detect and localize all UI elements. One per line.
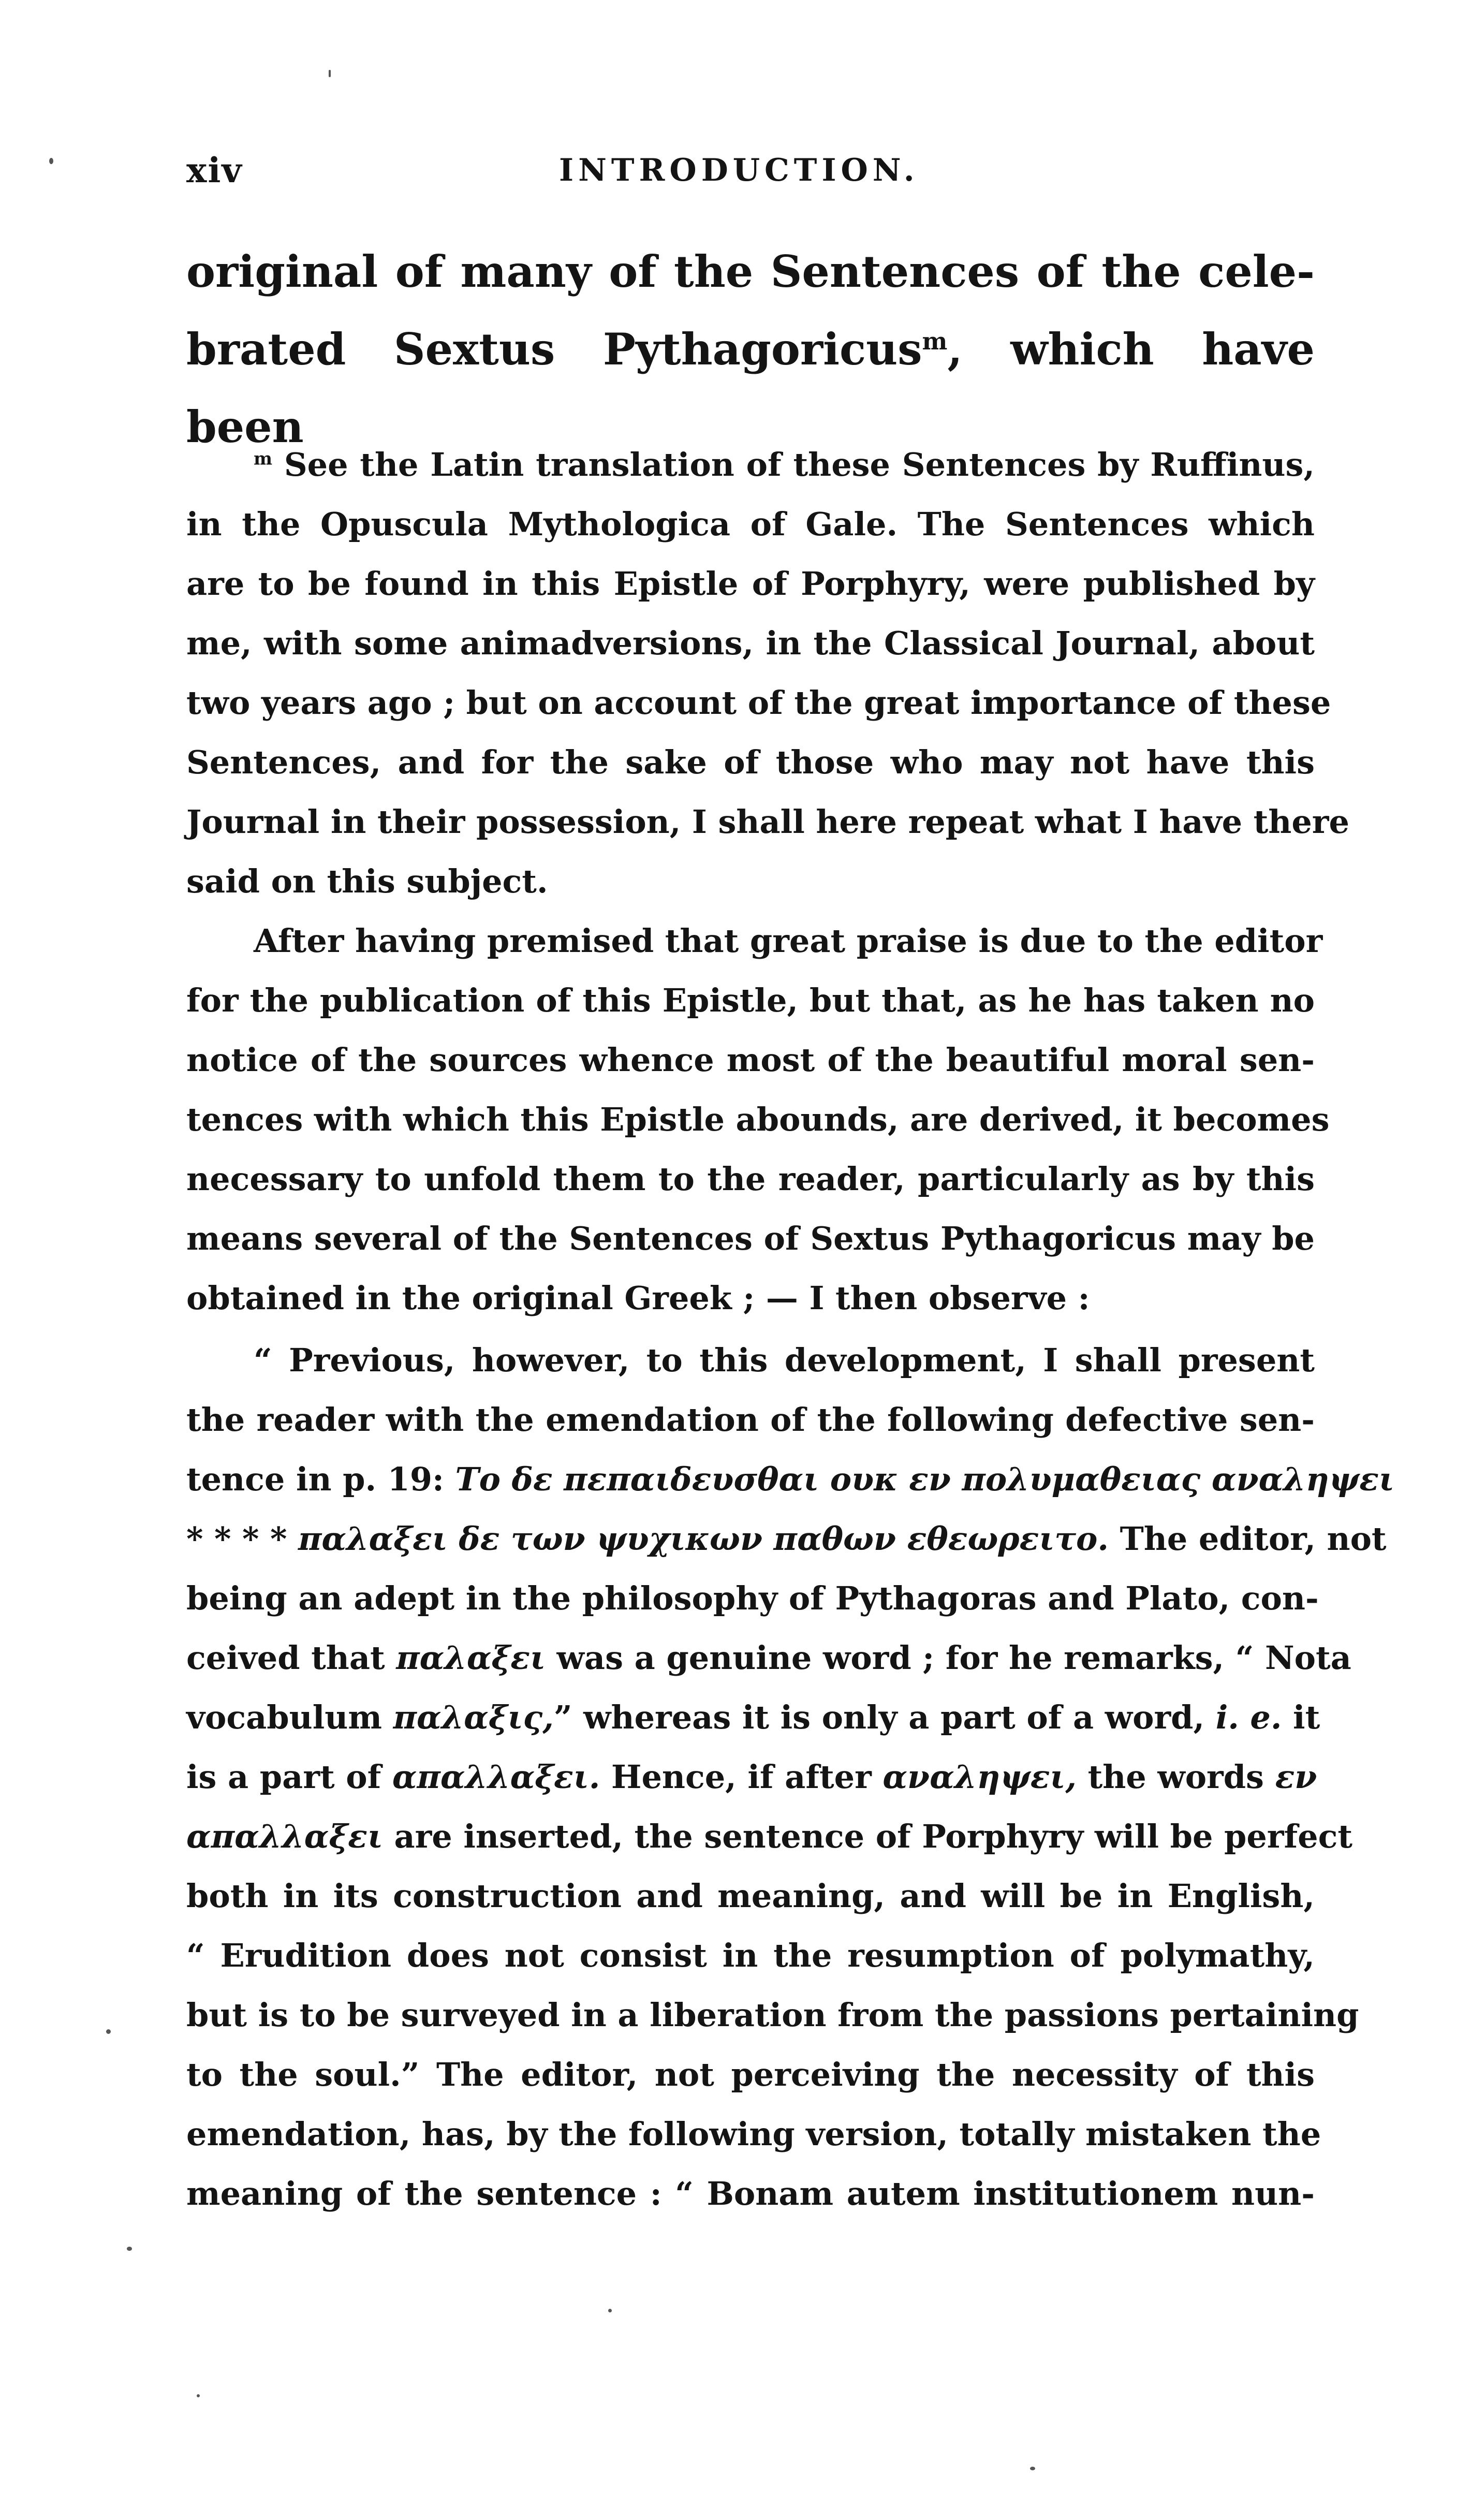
footnote-line: for the publication of this Epistle, but that, as he has taken no — [186, 981, 1315, 1019]
greek-sentence: * * * * παλαξει δε των ψυχικων παθων εθεωρειτο. — [186, 1520, 1109, 1558]
footnote-line: Journal in their possession, I shall here repeat what I have there — [186, 803, 1349, 841]
footnote-line: tences with which this Epistle abounds, are derived, it becomes — [186, 1101, 1330, 1138]
paper-speck — [608, 2309, 612, 2312]
footnote-line: to the soul.” The editor, not perceiving the necessity of this — [186, 2056, 1315, 2093]
footnote-line: notice of the sources whence most of the beautiful moral sen- — [186, 1041, 1315, 1079]
paper-speck — [127, 2247, 132, 2251]
paper-speck — [106, 2029, 111, 2034]
footnote-line: me, with some animadversions, in the Classical Journal, about — [186, 624, 1315, 662]
line-text: are inserted, the sentence of Porphyry will be perfect — [383, 1818, 1352, 1855]
line-text: the words — [1076, 1758, 1275, 1796]
footnote-line: obtained in the original Greek ; — I then observe : — [186, 1279, 1090, 1317]
paper-speck — [197, 2394, 200, 2397]
footnote-line-text: See the Latin translation of these Sentences by Ruffinus, — [272, 446, 1315, 484]
greek-word: αναληψει, — [882, 1758, 1077, 1796]
greek-word: παλαξις, — [393, 1698, 554, 1736]
running-head — [186, 150, 1315, 197]
footnote-line — [186, 1449, 1394, 1509]
line-text: tence in p. 19: — [186, 1460, 455, 1498]
page-number: xiv — [186, 150, 243, 191]
footnote — [186, 435, 1349, 911]
line-text: ” whereas it is only a part of a word, — [553, 1698, 1216, 1736]
main-text-line-end: , which have been — [186, 324, 1315, 452]
line-text: The editor, not — [1109, 1520, 1387, 1558]
footnote-line: necessary to unfold them to the reader, particularly as by this — [186, 1160, 1315, 1198]
footnote-line — [186, 1509, 1387, 1569]
greek-sentence: Το δε πεπαιδευσθαι ουκ εν πολυμαθειας αναληψει — [455, 1460, 1394, 1498]
greek-word: εν — [1275, 1758, 1317, 1796]
line-text: Hence, if after — [600, 1758, 883, 1796]
line-text: ceived that — [186, 1639, 396, 1677]
line-text: was a genuine word ; for he remarks, “ Nota — [545, 1639, 1351, 1677]
footnote-line: but is to be surveyed in a liberation from the passions pertaining — [186, 1996, 1359, 2034]
footnote-line — [186, 1747, 1315, 1807]
paper-speck — [329, 70, 331, 77]
footnote-paragraph-3 — [186, 1330, 1394, 2223]
footnote-line — [186, 435, 1315, 494]
italic-abbreviation: i. e. — [1215, 1698, 1282, 1736]
line-text: vocabulum — [186, 1698, 393, 1736]
main-text-line-start: brated Sextus Pythagoricus — [186, 324, 922, 375]
footnote-line: After having premised that great praise is due to the editor — [254, 922, 1323, 960]
running-title: INTRODUCTION. — [559, 152, 919, 188]
main-text — [186, 233, 1315, 466]
line-text: is a part of — [186, 1758, 392, 1796]
footnote-line: both in its construction and meaning, and will be in English, — [186, 1877, 1315, 1915]
footnote-line: “ Erudition does not consist in the resumption of polymathy, — [186, 1937, 1315, 1974]
footnote-line: said on this subject. — [186, 862, 548, 900]
main-text-line: original of many of the Sentences of the cele- — [186, 246, 1315, 297]
line-text: it — [1282, 1698, 1320, 1736]
footnote-line: being an adept in the philosophy of Pythagoras and Plato, con- — [186, 1579, 1319, 1617]
paper-speck — [1030, 2467, 1035, 2470]
footnote-paragraph-2 — [186, 911, 1330, 1328]
greek-word: απαλλαξει. — [392, 1758, 600, 1796]
paper-speck — [49, 158, 53, 164]
footnote-line — [186, 1628, 1351, 1688]
greek-word: παλαξει — [396, 1639, 546, 1677]
footnote-reference: m — [922, 327, 948, 355]
footnote-line: means several of the Sentences of Sextus Pythagoricus may be — [186, 1220, 1315, 1257]
footnote-line: emendation, has, by the following version, totally mistaken the — [186, 2115, 1321, 2153]
footnote-line: two years ago ; but on account of the great importance of these — [186, 684, 1331, 722]
footnote-marker: m — [254, 448, 273, 470]
footnote-line — [186, 1807, 1352, 1866]
footnote-line: are to be found in this Epistle of Porphyry, were published by — [186, 565, 1315, 603]
footnote-line: Sentences, and for the sake of those who may not have this — [186, 743, 1315, 781]
footnote-line — [186, 1688, 1320, 1747]
footnote-line: the reader with the emendation of the following defective sen- — [186, 1401, 1315, 1439]
footnote-line: in the Opuscula Mythologica of Gale. The Sentences which — [186, 505, 1315, 543]
greek-word: απαλλαξει — [186, 1818, 383, 1855]
footnote-line: “ Previous, however, to this development, I shall present — [254, 1341, 1315, 1379]
footnote-line: meaning of the sentence : “ Bonam autem institutionem nun- — [186, 2175, 1315, 2213]
